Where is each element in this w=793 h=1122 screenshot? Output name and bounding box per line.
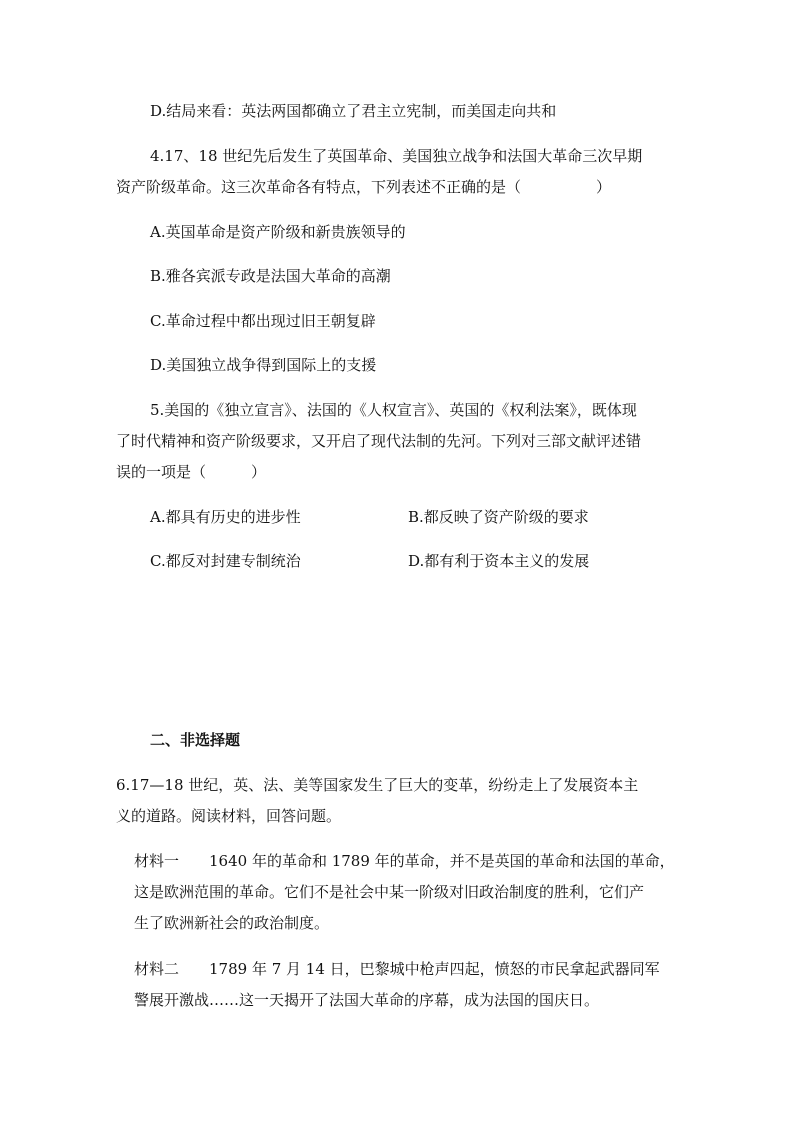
q5-option-b: B.都反映了资产阶级的要求 — [408, 508, 589, 526]
q6-material-1-line-3: 生了欧洲新社会的政治制度。 — [134, 914, 330, 932]
q4-stem-line-1: 4.17、18 世纪先后发生了英国革命、美国独立战争和法国大革命三次早期 — [150, 147, 643, 165]
q5-stem-line-1: 5.美国的《独立宣言》、法国的《人权宣言》、英国的《权利法案》，既体现 — [150, 401, 637, 419]
section-heading: 二、非选择题 — [150, 731, 241, 749]
q6-material-2-line-1: 材料二 1789 年 7 月 14 日，巴黎城中枪声四起，愤怒的市民拿起武器同军 — [134, 960, 660, 978]
q3-option-d: D.结局来看：英法两国都确立了君主立宪制，而美国走向共和 — [150, 102, 557, 120]
q5-option-c: C.都反对封建专制统治 — [150, 552, 301, 570]
q5-option-d: D.都有利于资本主义的发展 — [408, 552, 590, 570]
q6-material-1-line-2: 这是欧洲范围的革命。它们不是社会中某一阶级对旧政治制度的胜利，它们产 — [134, 883, 645, 901]
q5-stem-line-2: 了时代精神和资产阶级要求，又开启了现代法制的先河。下列对三部文献评述错 — [116, 432, 642, 450]
q4-option-a: A.英国革命是资产阶级和新贵族领导的 — [150, 223, 406, 241]
q5-stem-line-3: 误的一项是（ ） — [116, 463, 267, 481]
q6-stem-line-1: 6.17—18 世纪，英、法、美等国家发生了巨大的变革，纷纷走上了发展资本主 — [116, 776, 639, 794]
q4-option-c: C.革命过程中都出现过旧王朝复辟 — [150, 312, 376, 330]
q6-material-2-line-2: 警展开激战……这一天揭开了法国大革命的序幕，成为法国的国庆日。 — [134, 991, 600, 1009]
q6-material-1-line-1: 材料一 1640 年的革命和 1789 年的革命，并不是英国的革命和法国的革命， — [134, 852, 675, 870]
q6-stem-line-2: 义的道路。阅读材料，回答问题。 — [116, 807, 342, 825]
q5-option-a: A.都具有历史的进步性 — [150, 508, 301, 526]
q4-option-b: B.雅各宾派专政是法国大革命的高潮 — [150, 267, 391, 285]
q4-stem-line-2: 资产阶级革命。这三次革命各有特点，下列表述不正确的是（ ） — [116, 178, 612, 196]
q4-option-d: D.美国独立战争得到国际上的支援 — [150, 356, 377, 374]
